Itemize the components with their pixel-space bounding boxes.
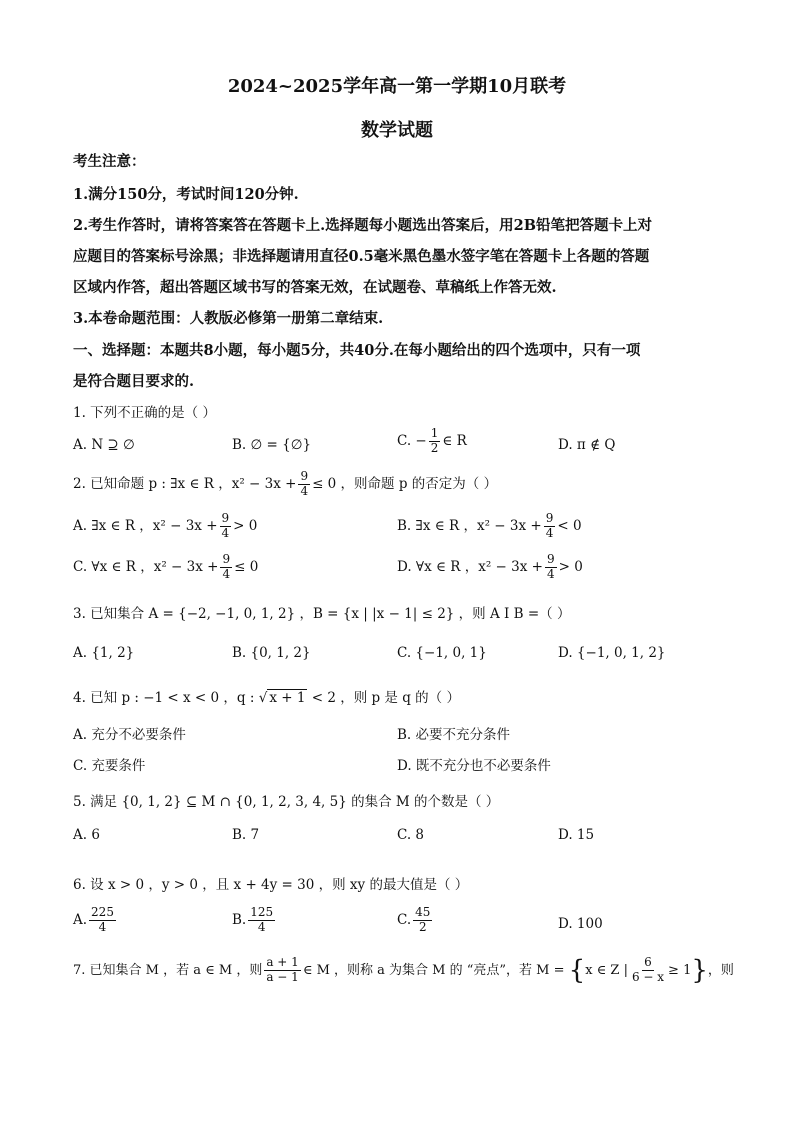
question-6-option-c: C. $\frac{45}{2}$ bbox=[397, 905, 431, 934]
left-brace: { bbox=[568, 955, 586, 986]
question-2-stem: 2. 已知命题 p : ∃x ∈ R ，x² − 3x + $\frac{9}{4}$ ≤ 0 ，则命题 p 的否定为（ ） bbox=[73, 469, 498, 498]
question-2-option-c: C. ∀x ∈ R ，x² − 3x + $\frac{9}{4}$ ≤ 0 bbox=[73, 552, 259, 581]
question-6-option-d: D. 100 bbox=[558, 916, 603, 932]
question-2-option-b: B. ∃x ∈ R ，x² − 3x + $\frac{9}{4}$ < 0 bbox=[397, 511, 582, 540]
question-4-stem: 4. 已知 p : −1 < x < 0 ，q : √ x + 1 < 2 ，则 p 是 q 的（ ） bbox=[73, 690, 460, 706]
fraction: $\frac{225}{4}$ bbox=[91, 905, 114, 934]
question-3-stem: 3. 已知集合 A = {−2, −1, 0, 1, 2} ，B = {x | |x − 1| ≤ 2} ，则 A I B =（ ） bbox=[73, 606, 571, 622]
fraction: $\frac{a + 1}{a - 1}$ bbox=[266, 955, 299, 984]
question-6-option-a: A. $\frac{225}{4}$ bbox=[73, 905, 114, 934]
fraction: $\frac{9}{4}$ bbox=[300, 469, 309, 498]
question-4-option-d: D. 既不充分也不必要条件 bbox=[397, 758, 551, 774]
question-1-stem: 1. 下列不正确的是（ ） bbox=[73, 405, 216, 421]
question-1-option-c: C. − $\frac{1}{2}$ ∈ R bbox=[397, 426, 467, 455]
question-3-option-d: D. {−1, 0, 1, 2} bbox=[558, 645, 666, 661]
question-6-option-b: B. $\frac{125}{4}$ bbox=[232, 905, 274, 934]
question-1-option-b: B. ∅ = {∅} bbox=[232, 437, 312, 453]
section-heading-line-2: 是符合题目要求的. bbox=[73, 373, 195, 390]
question-5-option-a: A. 6 bbox=[73, 827, 100, 843]
fraction: $\frac{6}{6 - x}$ bbox=[631, 955, 665, 984]
fraction: $\frac{1}{2}$ bbox=[430, 426, 439, 455]
right-brace: } bbox=[691, 955, 708, 986]
fraction: $\frac{9}{4}$ bbox=[546, 552, 555, 581]
notice-item-2-line-3: 区域内作答，超出答题区域书写的答案无效，在试题卷、草稿纸上作答无效. bbox=[73, 279, 557, 296]
section-heading-line-1: 一、选择题：本题共8小题，每小题5分，共40分.在每小题给出的四个选项中，只有一项 bbox=[73, 342, 641, 359]
question-2-option-a: A. ∃x ∈ R ，x² − 3x + $\frac{9}{4}$ > 0 bbox=[73, 511, 258, 540]
square-root: x + 1 bbox=[269, 690, 306, 706]
notice-item-1: 1.满分150分，考试时间120分钟. bbox=[73, 186, 299, 203]
notice-item-2-line-2: 应题目的答案标号涂黑；非选择题请用直径0.5毫米黑色墨水签字笔在答题卡上各题的答题 bbox=[73, 248, 650, 265]
fraction: $\frac{9}{4}$ bbox=[221, 511, 230, 540]
notice-item-2-line-1: 2.考生作答时，请将答案答在答题卡上.选择题每小题选出答案后，用2B铅笔把答题卡上对 bbox=[73, 217, 653, 234]
fraction: $\frac{45}{2}$ bbox=[415, 905, 431, 934]
question-7-stem: 7. 已知集合 M ，若 a ∈ M ，则 $\frac{a + 1}{a - 1}$ ∈ M ，则称 a 为集合 M 的 “亮点”，若 M = {x ∈ Z | $\frac{6}{6 - x}$ ≥ 1}，则 bbox=[73, 955, 734, 986]
question-2-option-d: D. ∀x ∈ R ，x² − 3x + $\frac{9}{4}$ > 0 bbox=[397, 552, 583, 581]
fraction: $\frac{125}{4}$ bbox=[250, 905, 274, 934]
question-3-option-c: C. {−1, 0, 1} bbox=[397, 645, 487, 661]
notice-item-3: 3.本卷命题范围：人教版必修第一册第二章结束. bbox=[73, 310, 384, 327]
question-4-option-b: B. 必要不充分条件 bbox=[397, 727, 511, 743]
question-6-stem: 6. 设 x > 0 ，y > 0 ，且 x + 4y = 30 ，则 xy 的最大值是（ ） bbox=[73, 877, 469, 893]
question-5-stem: 5. 满足 {0, 1, 2} ⊆ M ∩ {0, 1, 2, 3, 4, 5} 的集合 M 的个数是（ ） bbox=[73, 794, 500, 810]
question-5-option-b: B. 7 bbox=[232, 827, 260, 843]
notice-heading: 考生注意： bbox=[73, 153, 146, 170]
fraction: $\frac{9}{4}$ bbox=[545, 511, 554, 540]
question-1-option-d: D. π ∉ Q bbox=[558, 437, 616, 453]
question-1-option-a: A. N ⊇ ∅ bbox=[73, 437, 135, 453]
question-4-option-a: A. 充分不必要条件 bbox=[73, 727, 186, 743]
exam-subtitle: 数学试题 bbox=[361, 120, 433, 141]
question-4-option-c: C. 充要条件 bbox=[73, 758, 146, 774]
fraction: $\frac{9}{4}$ bbox=[222, 552, 231, 581]
question-5-option-c: C. 8 bbox=[397, 827, 425, 843]
exam-title: 2024~2025学年高一第一学期10月联考 bbox=[227, 76, 567, 97]
question-3-option-b: B. {0, 1, 2} bbox=[232, 645, 311, 661]
question-3-option-a: A. {1, 2} bbox=[73, 645, 135, 661]
question-5-option-d: D. 15 bbox=[558, 827, 595, 843]
